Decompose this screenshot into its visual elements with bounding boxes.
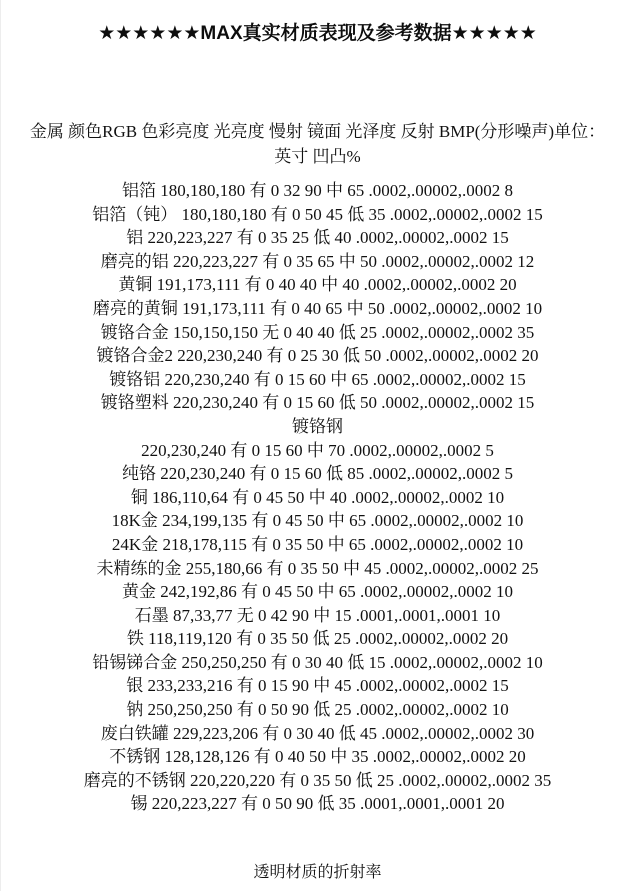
table-row: 铅锡锑合金 250,250,250 有 0 30 40 低 15 .0002,.00002,.0002 10	[92, 652, 543, 672]
table-row: 不锈钢 128,128,126 有 0 40 50 中 35 .0002,.00002,.0002 20	[109, 747, 526, 767]
table-header: 金属 颜色RGB 色彩亮度 光亮度 慢射 镜面 光泽度 反射 BMP(分形噪声)单位：英寸 凹凸%	[29, 122, 606, 166]
table-row: 铜 186,110,64 有 0 45 50 中 40 .0002,.00002,.0002 10	[130, 487, 505, 507]
table-row: 镀铬塑料 220,230,240 有 0 15 60 低 50 .0002,.00002,.0002 15	[100, 393, 535, 413]
table-row: 黄铜 191,173,111 有 0 40 40 中 40 .0002,.00002,.0002 20	[118, 275, 517, 295]
table-rows	[27, 179, 609, 816]
table-row: 镀铬合金 150,150,150 无 0 40 40 低 25 .0002,.00002,.0002 35	[100, 322, 535, 342]
material-table	[27, 120, 609, 816]
table-row: 磨亮的不锈钢 220,220,220 有 0 35 50 低 25 .0002,.00002,.0002 35	[83, 770, 552, 790]
table-row: 镀铬合金2 220,230,240 有 0 25 30 低 50 .0002,.00002,.0002 20	[96, 346, 539, 366]
table-row: 石墨 87,33,77 无 0 42 90 中 15 .0001,.0001,.0001 10	[134, 605, 501, 625]
table-row: 220,230,240 有 0 15 60 中 70 .0002,.00002,.0002 5	[141, 440, 494, 460]
table-row: 18K金 234,199,135 有 0 45 50 中 65 .0002,.00002,.0002 10	[111, 511, 524, 531]
table-row: 锡 220,223,227 有 0 50 90 低 35 .0001,.0001,.0001 20	[130, 794, 505, 814]
table-row: 24K金 218,178,115 有 0 35 50 中 65 .0002,.00002,.0002 10	[111, 534, 524, 554]
table-row: 磨亮的铝 220,223,227 有 0 35 65 中 50 .0002,.00002,.0002 12	[100, 251, 535, 271]
footer-heading: 透明材质的折射率	[253, 864, 382, 882]
table-row: 铝箔 180,180,180 有 0 32 90 中 65 .0002,.00002,.0002 8	[122, 181, 513, 200]
table-row: 镀铬钢	[292, 416, 343, 436]
table-row: 铝 220,223,227 有 0 35 25 低 40 .0002,.00002,.0002 15	[126, 228, 509, 248]
table-row: 铝箔（钝） 180,180,180 有 0 50 45 低 35 .0002,.00002,.0002 15	[92, 204, 543, 224]
table-row: 未精练的金 255,180,66 有 0 35 50 中 45 .0002,.00002,.0002 25	[96, 558, 539, 578]
table-row: 废白铁罐 229,223,206 有 0 30 40 低 45 .0002,.00002,.0002 30	[100, 723, 535, 743]
table-row: 磨亮的黄铜 191,173,111 有 0 40 65 中 50 .0002,.00002,.0002 10	[92, 298, 543, 318]
table-row: 银 233,233,216 有 0 15 90 中 45 .0002,.00002,.0002 15	[126, 676, 509, 696]
table-row: 镀铬铝 220,230,240 有 0 15 60 中 65 .0002,.00002,.0002 15	[109, 369, 526, 389]
table-row: 纯铬 220,230,240 有 0 15 60 低 85 .0002,.00002,.0002 5	[122, 464, 513, 484]
page-title: ★★★★★★MAX真实材质表现及参考数据★★★★★	[98, 23, 537, 44]
table-row: 钠 250,250,250 有 0 50 90 低 25 .0002,.00002,.0002 10	[126, 700, 509, 720]
table-row: 铁 118,119,120 有 0 35 50 低 25 .0002,.00002,.0002 20	[126, 629, 509, 649]
table-row: 黄金 242,192,86 有 0 45 50 中 65 .0002,.00002,.0002 10	[122, 582, 513, 602]
